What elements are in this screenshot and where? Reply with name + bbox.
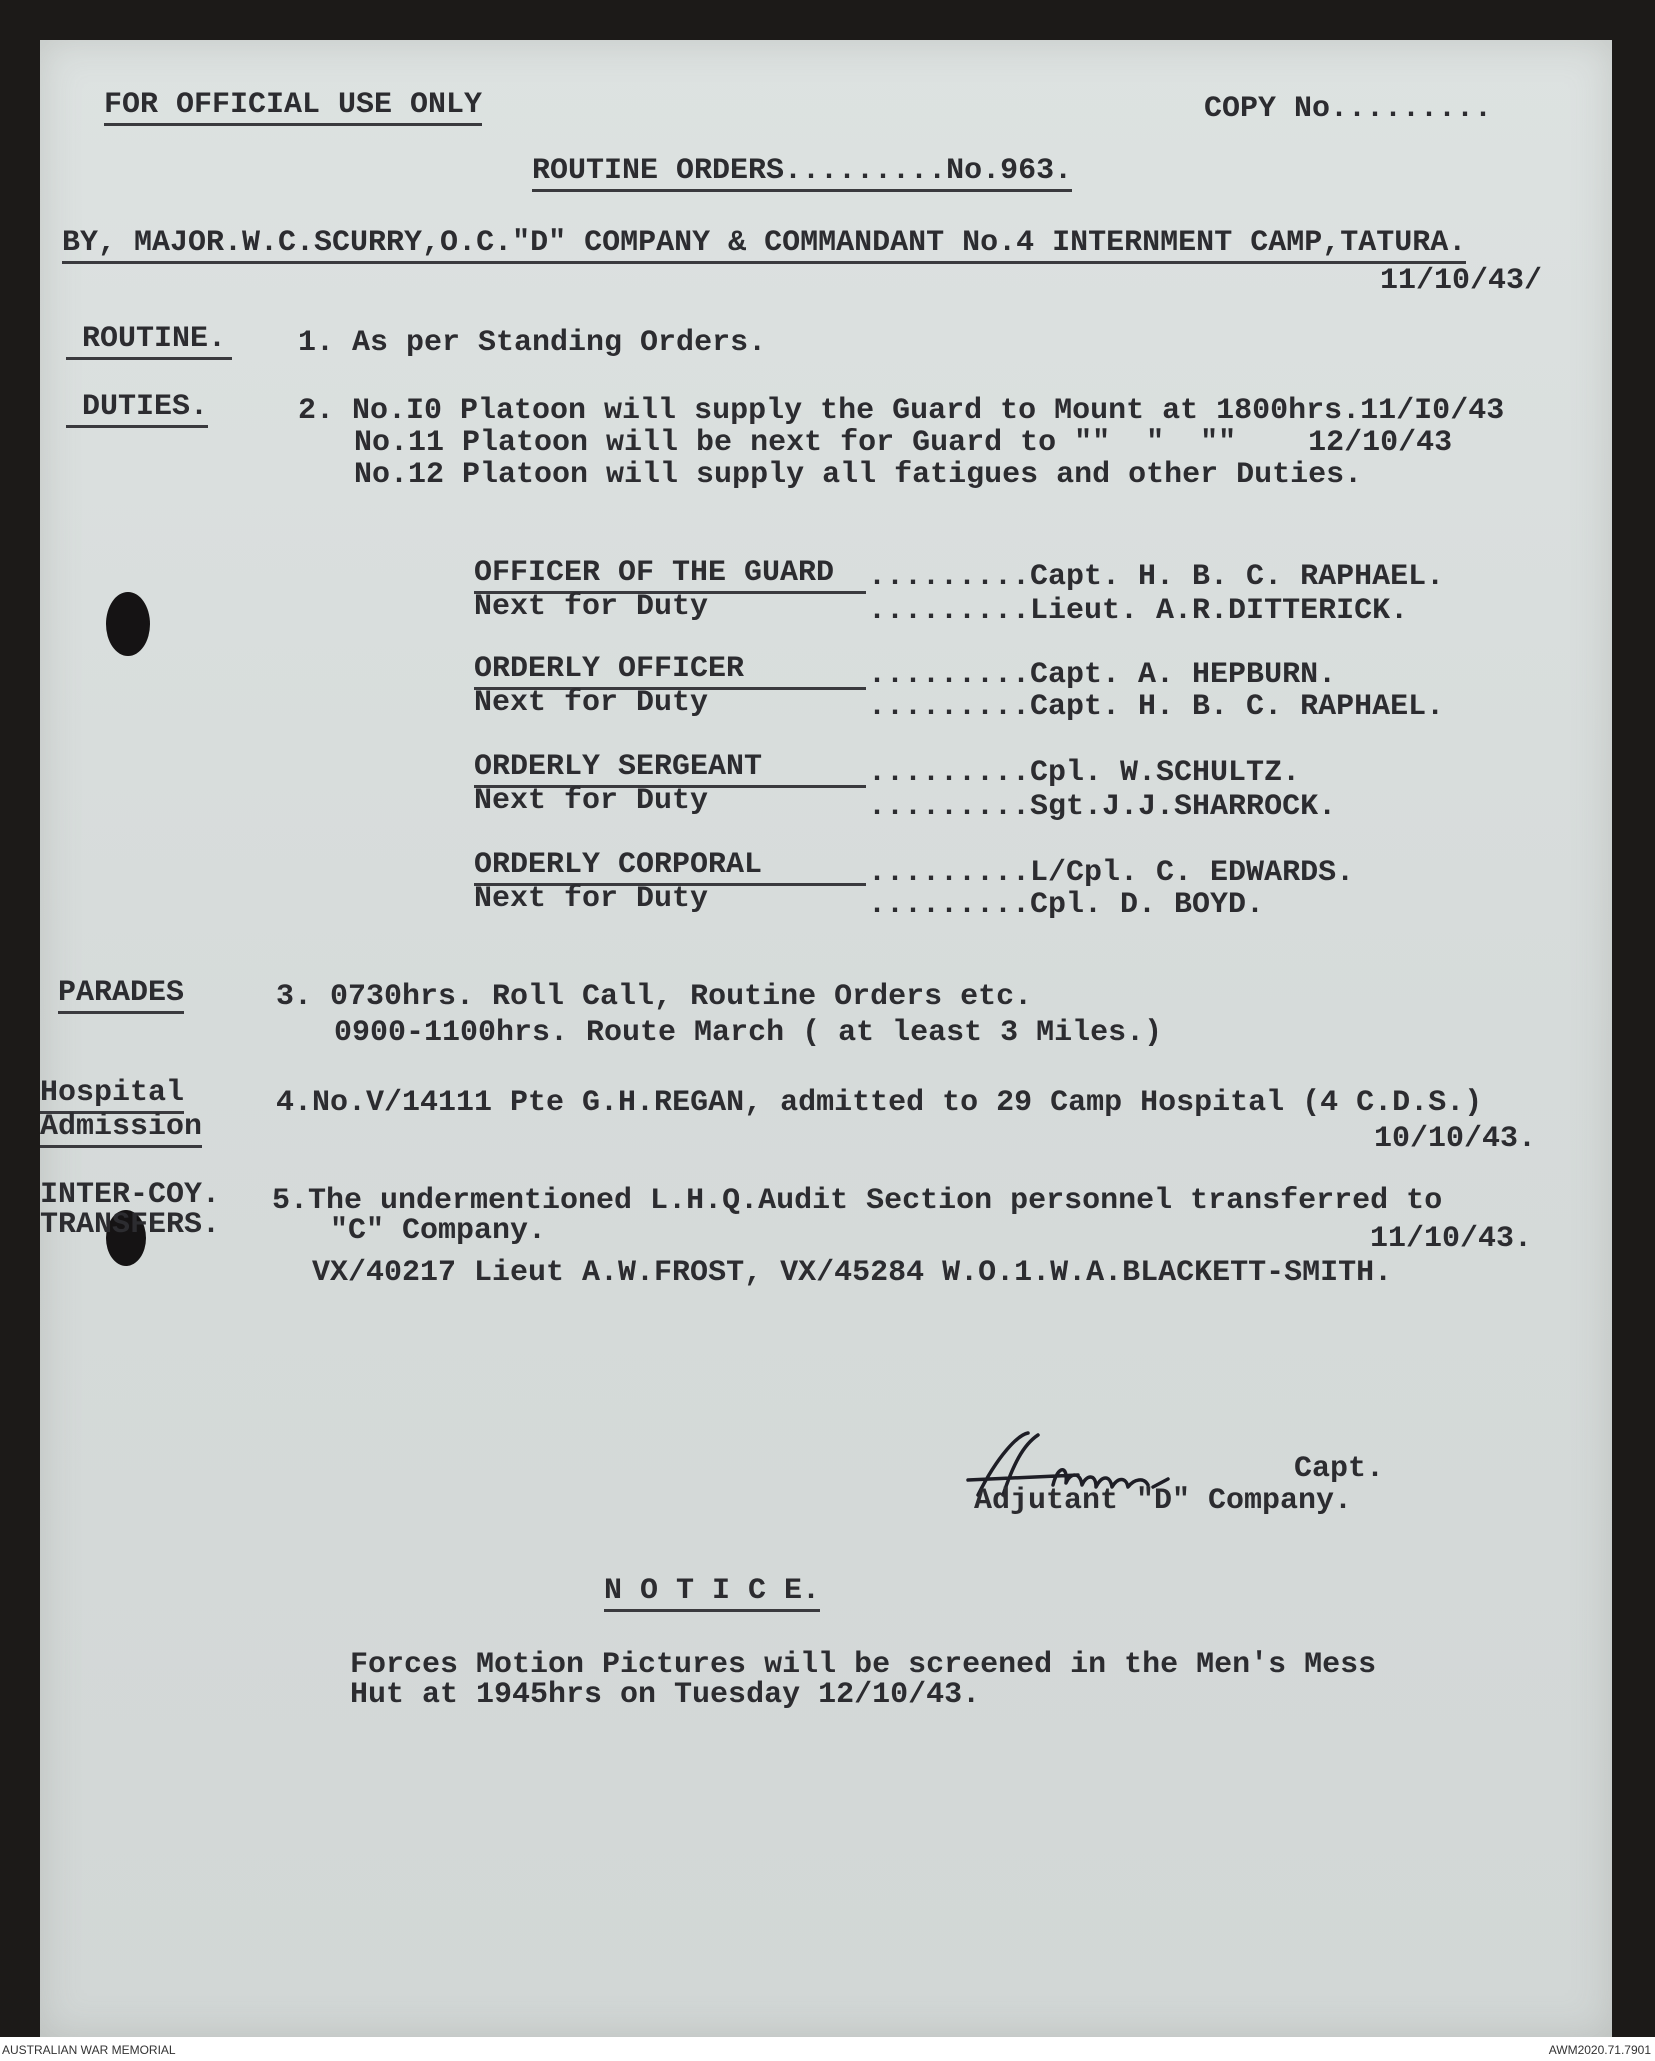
roster-orderly-officer-next: .........Capt. H. B. C. RAPHAEL. xyxy=(868,690,1445,724)
roster-orderly-corporal-role xyxy=(474,848,866,886)
hospital-label-line-1: Hospital xyxy=(40,1076,184,1114)
hospital-label-line-2: Admission xyxy=(40,1110,202,1148)
transfers-line-1: 5.The undermentioned L.H.Q.Audit Section personnel transferred to xyxy=(272,1184,1443,1218)
hospital-date: 10/10/43. xyxy=(1374,1122,1537,1156)
roster-officer-of-guard-next-label: Next for Duty xyxy=(474,590,709,624)
roster-orderly-sergeant-next-label: Next for Duty xyxy=(474,784,709,818)
roster-role-label: ORDERLY SERGEANT xyxy=(474,750,866,788)
by-line: BY, MAJOR.W.C.SCURRY,O.C."D" COMPANY & COMMANDANT No.4 INTERNMENT CAMP,TATURA. xyxy=(62,226,1466,264)
roster-orderly-corporal-next: .........Cpl. D. BOYD. xyxy=(868,888,1265,922)
signature-title: Adjutant "D" Company. xyxy=(974,1484,1353,1518)
roster-orderly-officer-next-label: Next for Duty xyxy=(474,686,709,720)
roster-officer-of-guard-role xyxy=(474,556,866,594)
roster-officer-of-guard-current: .........Capt. H. B. C. RAPHAEL. xyxy=(868,560,1445,594)
parades-line-1: 3. 0730hrs. Roll Call, Routine Orders etc. xyxy=(276,980,1033,1014)
transfers-line-3: VX/40217 Lieut A.W.FROST, VX/45284 W.O.1.W.A.BLACKETT-SMITH. xyxy=(312,1256,1393,1290)
routine-orders-title-text: ROUTINE ORDERS.........No.963. xyxy=(532,154,1072,192)
duties-line-1: 2. No.I0 Platoon will supply the Guard to Mount at 1800hrs.11/I0/43 xyxy=(298,394,1505,428)
duties-line-2: No.11 Platoon will be next for Guard to "" " "" 12/10/43 xyxy=(354,426,1453,460)
roster-orderly-sergeant-role xyxy=(474,750,866,788)
parades-line-2: 0900-1100hrs. Route March ( at least 3 Miles.) xyxy=(334,1016,1163,1050)
roster-role-label: ORDERLY CORPORAL xyxy=(474,848,866,886)
notice-heading: N O T I C E. xyxy=(604,1574,820,1612)
roster-orderly-corporal-current: .........L/Cpl. C. EDWARDS. xyxy=(868,856,1355,890)
roster-role-label: ORDERLY OFFICER xyxy=(474,652,866,690)
archive-name: AUSTRALIAN WAR MEMORIAL xyxy=(2,2043,176,2057)
routine-text: 1. As per Standing Orders. xyxy=(298,326,767,360)
roster-orderly-officer-role xyxy=(474,652,866,690)
notice-line-1: Forces Motion Pictures will be screened in the Men's Mess xyxy=(350,1648,1377,1682)
parades-label: PARADES xyxy=(58,976,184,1014)
duties-line-3: No.12 Platoon will supply all fatigues and other Duties. xyxy=(354,458,1363,492)
copy-number: COPY No......... xyxy=(1204,92,1493,126)
duties-label: DUTIES. xyxy=(66,390,208,428)
routine-label: ROUTINE. xyxy=(66,322,232,360)
punch-hole-top xyxy=(106,592,150,656)
notice-line-2: Hut at 1945hrs on Tuesday 12/10/43. xyxy=(350,1678,981,1712)
roster-orderly-sergeant-next: .........Sgt.J.J.SHARROCK. xyxy=(868,790,1337,824)
hospital-text: 4.No.V/14111 Pte G.H.REGAN, admitted to 29 Camp Hospital (4 C.D.S.) xyxy=(276,1086,1483,1120)
roster-officer-of-guard-next: .........Lieut. A.R.DITTERICK. xyxy=(868,594,1409,628)
roster-orderly-sergeant-current: .........Cpl. W.SCHULTZ. xyxy=(868,756,1301,790)
transfers-date: 11/10/43. xyxy=(1370,1222,1533,1256)
archive-reference: AWM2020.71.7901 xyxy=(1548,2043,1651,2057)
signature-rank: Capt. xyxy=(1294,1452,1385,1486)
roster-role-label: OFFICER OF THE GUARD xyxy=(474,556,866,594)
order-date: 11/10/43/ xyxy=(1380,264,1543,298)
transfers-line-2: "C" Company. xyxy=(330,1214,547,1248)
archive-footer xyxy=(0,2037,1655,2061)
roster-orderly-corporal-next-label: Next for Duty xyxy=(474,882,709,916)
transfers-label-line-2: TRANSFERS. xyxy=(40,1208,221,1242)
transfers-label-line-1: INTER-COY. xyxy=(40,1178,221,1212)
routine-orders-title xyxy=(532,154,1072,188)
classification-heading: FOR OFFICIAL USE ONLY xyxy=(104,88,482,126)
roster-orderly-officer-current: .........Capt. A. HEPBURN. xyxy=(868,658,1337,692)
